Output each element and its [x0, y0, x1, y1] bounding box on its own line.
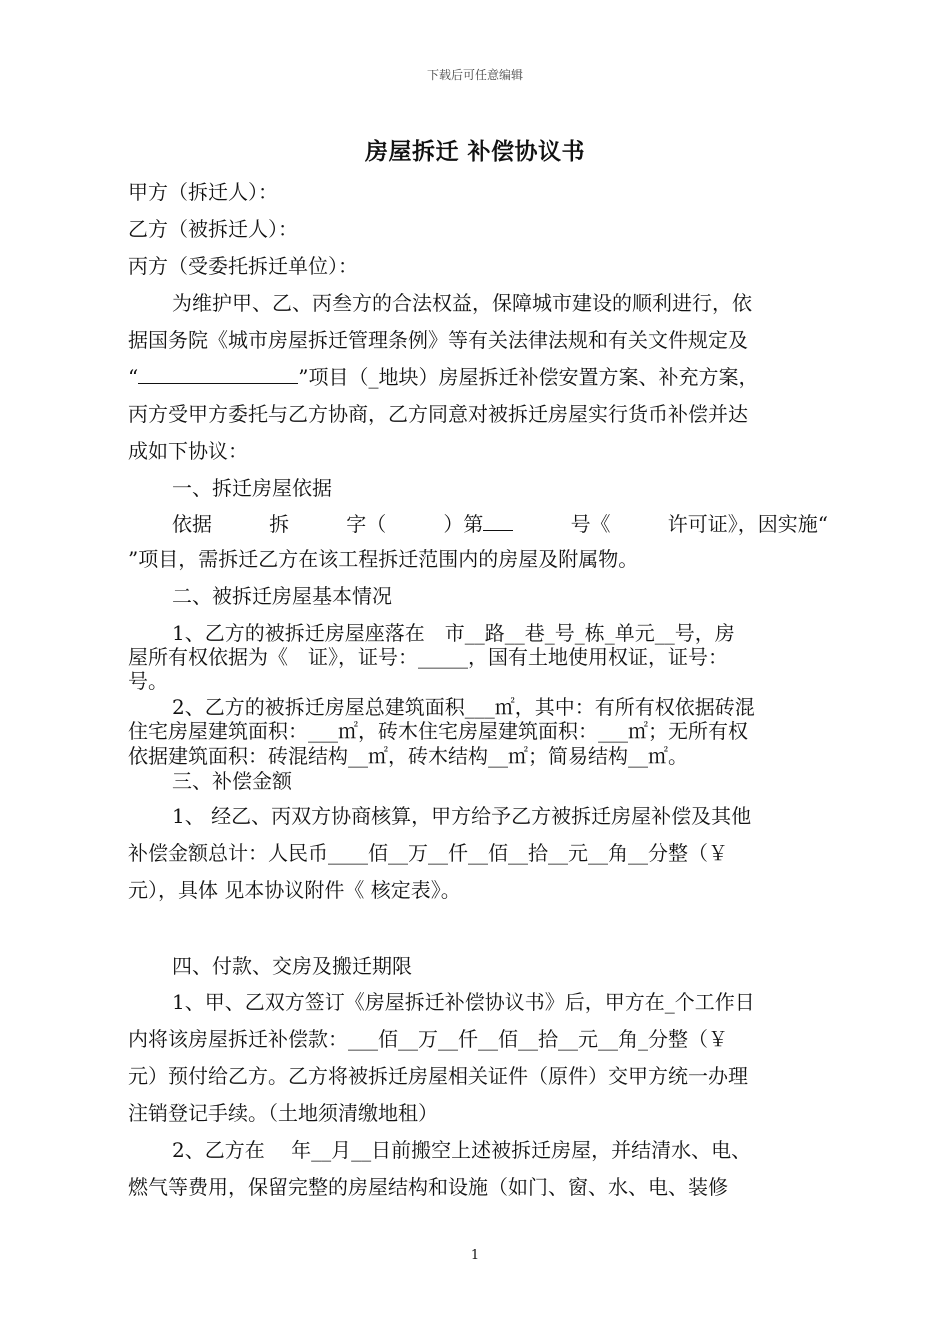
section-4-p2-line-2: 燃气等费用，保留完整的房屋结构和设施（如门、窗、水、电、装修 — [128, 1175, 728, 1199]
s1-part: 依据 — [172, 512, 212, 536]
party-b-line: 乙方（被拆迁人）： — [128, 217, 298, 241]
number-blank — [483, 512, 513, 531]
section-4-heading: 四、付款、交房及搬迁期限 — [172, 954, 412, 978]
section-3-heading: 三、补偿金额 — [172, 769, 292, 793]
section-2-p1-line-2: 屋所有权依据为《 证》，证号：_____，国有土地使用权证，证号： — [128, 645, 728, 669]
s1-part: 字（ — [346, 512, 387, 536]
section-1-line-1 — [172, 508, 828, 537]
section-1-heading: 一、拆迁房屋依据 — [172, 476, 332, 500]
section-2-heading: 二、被拆迁房屋基本情况 — [172, 584, 392, 608]
section-3-line-1: 1、 经乙、丙双方协商核算，甲方给予乙方被拆迁房屋补偿及其他 — [172, 804, 752, 828]
s1-part — [443, 508, 513, 537]
page-number: 1 — [470, 1248, 480, 1263]
section-2-p2-line-1: 2、乙方的被拆迁房屋总建筑面积___㎡，其中：有所有权依据砖混 — [172, 695, 755, 719]
open-quote: “ — [128, 365, 139, 389]
s1-part-text: ）第 — [443, 512, 484, 536]
section-4-p1-line-1: 1、甲、乙双方签订《房屋拆迁补偿协议书》后，甲方在_个工作日 — [172, 990, 755, 1014]
preamble-line-5: 成如下协议： — [128, 439, 248, 463]
section-2-p2-line-3: 依据建筑面积：砖混结构__㎡，砖木结构__㎡；简易结构__㎡。 — [128, 744, 688, 768]
section-2-p1-line-1: 1、乙方的被拆迁房屋座落在 市__路__巷_号_栋_单元__号，房 — [172, 621, 735, 645]
section-4-p1-line-3: 元）预付给乙方。乙方将被拆迁房屋相关证件（原件）交甲方统一办理 — [128, 1064, 748, 1088]
preamble-line-4: 丙方受甲方委托与乙方协商，乙方同意对被拆迁房屋实行货币补偿并达 — [128, 402, 748, 426]
section-4-p1-line-2: 内将该房屋拆迁补偿款：___佰__万__仟__佰__拾__元__角_分整（￥ — [128, 1027, 728, 1051]
section-1-line-2: ”项目，需拆迁乙方在该工程拆迁范围内的房屋及附属物。 — [128, 547, 639, 571]
s1-part: 许可证》，因实施“ — [667, 512, 828, 536]
s1-part: 号《 — [570, 512, 611, 536]
preamble-line-2: 据国务院《城市房屋拆迁管理条例》等有关法律法规和有关文件规定及 — [128, 328, 748, 352]
document-title: 房屋拆迁 补偿协议书 — [364, 138, 585, 165]
section-2-p2-line-2: 住宅房屋建筑面积：___㎡，砖木住宅房屋建筑面积：___㎡；无所有权 — [128, 719, 748, 743]
section-2-p1-line-3: 号。 — [128, 669, 168, 693]
party-a-line: 甲方（拆迁人）： — [128, 180, 278, 204]
section-3-line-2: 补偿金额总计：人民币____佰__万__仟__佰__拾__元__角__分整（￥ — [128, 841, 728, 865]
section-3-line-3: 元），具体 见本协议附件《 核定表》。 — [128, 878, 461, 902]
section-4-p2-line-1: 2、乙方在 年__月__日前搬空上述被拆迁房屋，并结清水、电、 — [172, 1138, 752, 1162]
preamble-line-1: 为维护甲、乙、丙叁方的合法权益，保障城市建设的顺利进行，依 — [172, 291, 752, 315]
party-c-line: 丙方（受委托拆迁单位）： — [128, 254, 358, 278]
page-header: 下载后可任意编辑 — [426, 68, 523, 82]
preamble-line-3 — [128, 361, 828, 390]
preamble-line-3-rest: ”项目（_地块）房屋拆迁补偿安置方案、补充方案， — [298, 365, 759, 389]
section-4-p1-line-4: 注销登记手续。（土地须清缴地租） — [128, 1101, 438, 1125]
project-name-blank — [138, 365, 298, 384]
s1-part: 拆 — [269, 512, 290, 536]
